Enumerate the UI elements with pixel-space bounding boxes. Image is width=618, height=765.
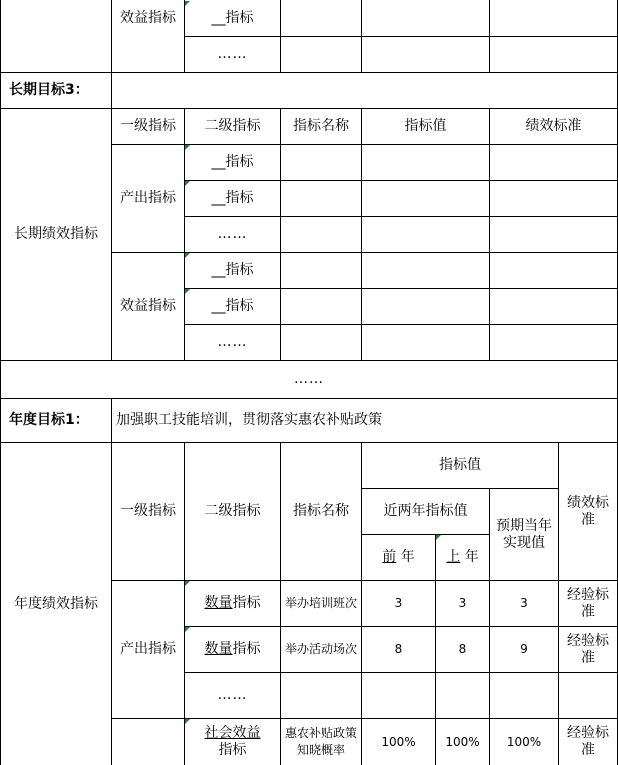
grid-line (111, 72, 112, 108)
last-year-value: 100% (445, 734, 480, 749)
level2-quantity-indicator (185, 581, 280, 626)
header-expected-value: 预期当年实现值 (496, 517, 552, 551)
header-indicator-value: 指标值 (439, 457, 481, 473)
ellipsis-cell: …… (217, 334, 248, 350)
level2-quantity-indicator (185, 627, 280, 672)
header-level1: 一级指标 (120, 118, 176, 134)
annual-perf-label: 年度绩效指标 (14, 595, 98, 612)
indicator-placeholder: __指标 (211, 9, 254, 26)
indicator-placeholder: __指标 (211, 298, 254, 314)
long-term-goal-label: 长期目标3： (9, 82, 89, 98)
annual-goal-text: 加强职工技能培训，贯彻落实惠农补贴政策 (116, 412, 382, 428)
indicator-placeholder: __指标 (211, 262, 254, 278)
annual-goal-label: 年度目标1： (9, 412, 89, 428)
ellipsis-cell: …… (217, 46, 248, 62)
benefit-indicator-label: 效益指标 (120, 298, 176, 314)
benefit-indicator-label: 效益指标 (120, 9, 176, 26)
last-year-suffix: 年 (464, 549, 479, 565)
indicator-name: 举办活动场次 (284, 642, 357, 656)
perf-standard: 经验标准 (567, 586, 609, 620)
output-indicator-label: 产出指标 (120, 190, 176, 206)
level2-social-benefit-indicator (185, 719, 280, 765)
header-indicator-name: 指标名称 (293, 503, 349, 519)
header-perf-standard: 绩效标准 (525, 118, 582, 134)
grid-line (280, 108, 281, 360)
ellipsis-cell: …… (217, 226, 248, 242)
indicator-placeholder: __指标 (211, 154, 254, 170)
header-last-year (436, 535, 489, 580)
grid-line (361, 108, 362, 360)
expected-value: 9 (520, 642, 528, 656)
level2-suffix-text: 指标 (232, 641, 261, 657)
prev-year-value: 8 (394, 642, 403, 656)
level2-suffix-text: 指标 (218, 742, 247, 758)
header-prev-year (362, 535, 435, 580)
prev-year-value: 100% (381, 734, 416, 749)
header-indicator-name: 指标名称 (293, 118, 349, 134)
last-year-prefix: 上 (446, 549, 461, 565)
output-indicator-label: 产出指标 (120, 641, 176, 657)
ellipsis-cell: …… (217, 687, 248, 703)
long-term-perf-label: 长期绩效指标 (14, 226, 98, 242)
level2-underline-text: 数量 (204, 595, 233, 611)
expected-value: 3 (520, 596, 528, 610)
indicator-placeholder: __指标 (211, 190, 254, 206)
section-separator: …… (294, 371, 324, 387)
indicator-name: 举办培训班次 (284, 596, 357, 610)
level2-suffix-text: 指标 (232, 595, 261, 611)
grid-line (489, 108, 490, 360)
expected-value: 100% (506, 734, 542, 749)
level2-underline-text: 社会效益 (204, 725, 261, 741)
prev-year-suffix: 年 (400, 549, 415, 565)
perf-standard: 经验标准 (567, 632, 609, 666)
last-year-value: 8 (458, 642, 467, 656)
perf-standard: 经验标准 (567, 725, 609, 758)
prev-year-value: 3 (394, 596, 403, 610)
header-recent-two-years: 近两年指标值 (383, 503, 468, 519)
last-year-value: 3 (458, 596, 467, 610)
level2-underline-text: 数量 (204, 641, 233, 657)
header-level1: 一级指标 (120, 503, 176, 519)
prev-year-prefix: 前 (382, 549, 397, 565)
indicator-name: 惠农补贴政策知晓概率 (284, 726, 357, 757)
header-level2: 二级指标 (204, 503, 261, 519)
header-level2: 二级指标 (204, 118, 261, 134)
header-indicator-value: 指标值 (404, 118, 447, 134)
header-perf-standard: 绩效标准 (567, 494, 609, 528)
